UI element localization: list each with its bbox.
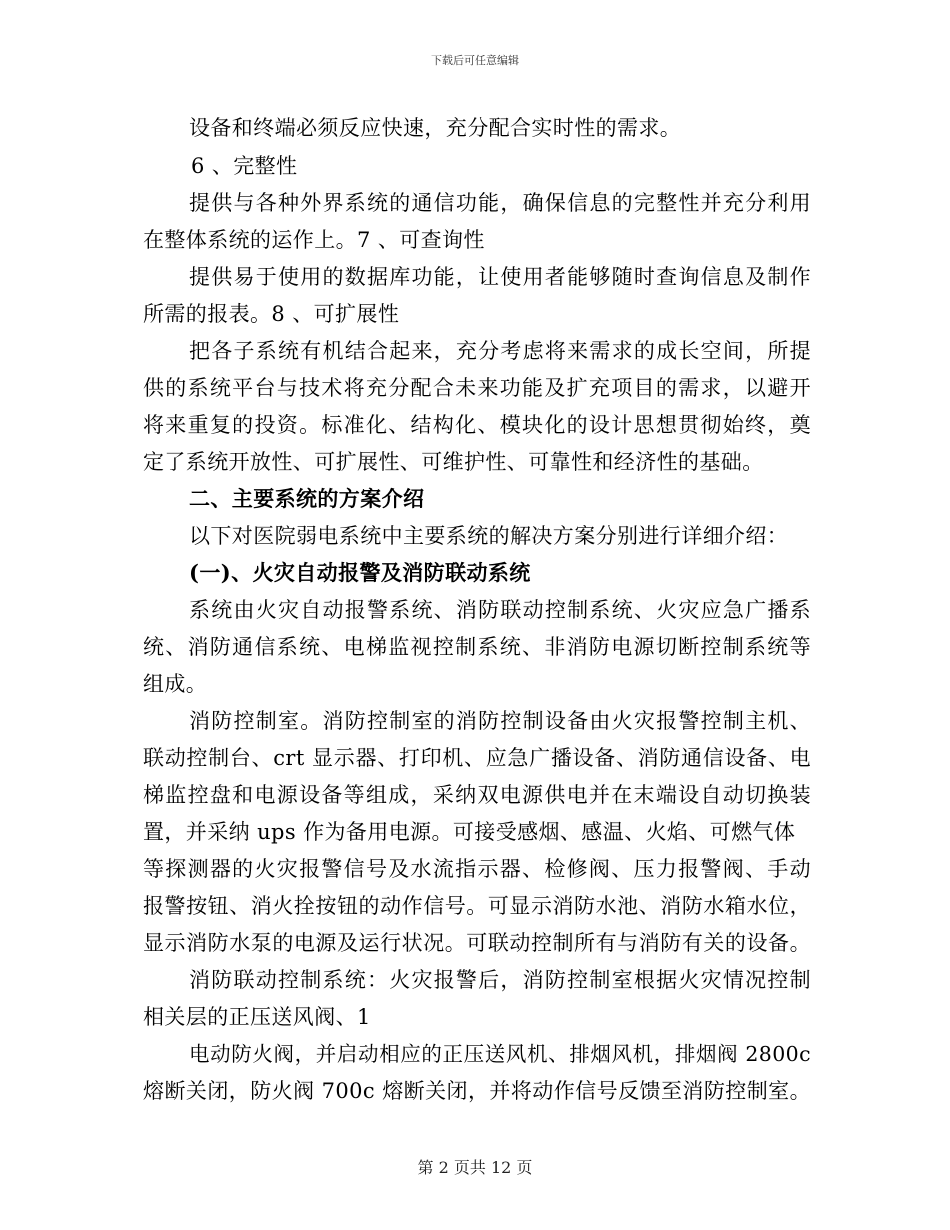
paragraph-line: 联动控制台、crt 显示器、打印机、应急广播设备、消防通信设备、电 [143,746,811,770]
paragraph-line: 定了系统开放性、可扩展性、可维护性、可靠性和经济性的基础。 [143,450,764,474]
paragraph-line: 设备和终端必须反应快速，充分配合实时性的需求。 [189,116,682,140]
paragraph-line: 置，并采纳 ups 作为备用电源。可接受感烟、感温、火焰、可燃气体 [143,820,796,844]
paragraph-line: 提供与各种外界系统的通信功能，确保信息的完整性并充分利用 [189,191,811,215]
paragraph-line: 供的系统平台与技术将充分配合未来功能及扩充项目的需求，以避开 [143,376,811,400]
page-footer: 第 2 页共 12 页 [417,1158,533,1177]
paragraph-line: 统、消防通信系统、电梯监视控制系统、非消防电源切断控制系统等 [143,635,811,659]
page-header: 下载后可任意编辑 [431,54,519,67]
section-heading: 二、主要系统的方案介绍 [189,486,425,511]
paragraph-line: 在整体系统的运作上。7 、可查询性 [143,228,485,252]
paragraph-line: 提供易于使用的数据库功能，让使用者能够随时查询信息及制作 [189,265,811,289]
paragraph-line: 梯监控盘和电源设备等组成，采纳双电源供电并在末端设自动切换装 [143,783,811,807]
paragraph-line: 报警按钮、消火拴按钮的动作信号。可显示消防水池、消防水箱水位， [143,894,811,918]
paragraph-line: 所需的报表。8 、可扩展性 [143,302,400,326]
paragraph-line: 系统由火灾自动报警系统、消防联动控制系统、火灾应急广播系 [189,598,811,622]
paragraph-line: 显示消防水泵的电源及运行状况。可联动控制所有与消防有关的设备。 [143,931,811,955]
paragraph-line: 等探测器的火灾报警信号及水流指示器、检修阀、压力报警阀、手动 [143,857,811,881]
paragraph-line: 将来重复的投资。标准化、结构化、模块化的设计思想贯彻始终，奠 [143,413,811,437]
paragraph-line: 消防联动控制系统：火灾报警后，消防控制室根据火灾情况控制 [189,968,811,992]
subsection-heading: (一)、火灾自动报警及消防联动系统 [189,560,531,585]
paragraph-line: 组成。 [143,672,208,696]
paragraph-line: 电动防火阀，并启动相应的正压送风机、排烟风机，排烟阀 2800c [189,1042,811,1066]
paragraph-line: 熔断关闭，防火阀 700c 熔断关闭，并将动作信号反馈至消防控制室。 [143,1079,811,1103]
section-heading: 6 、完整性 [191,154,298,178]
paragraph-line: 消防控制室。消防控制室的消防控制设备由火灾报警控制主机、 [189,709,811,733]
paragraph-line: 相关层的正压送风阀、1 [143,1005,371,1029]
paragraph-line: 把各子系统有机结合起来，充分考虑将来需求的成长空间，所提 [189,339,811,363]
paragraph-line: 以下对医院弱电系统中主要系统的解决方案分别进行详细介绍： [189,524,789,548]
